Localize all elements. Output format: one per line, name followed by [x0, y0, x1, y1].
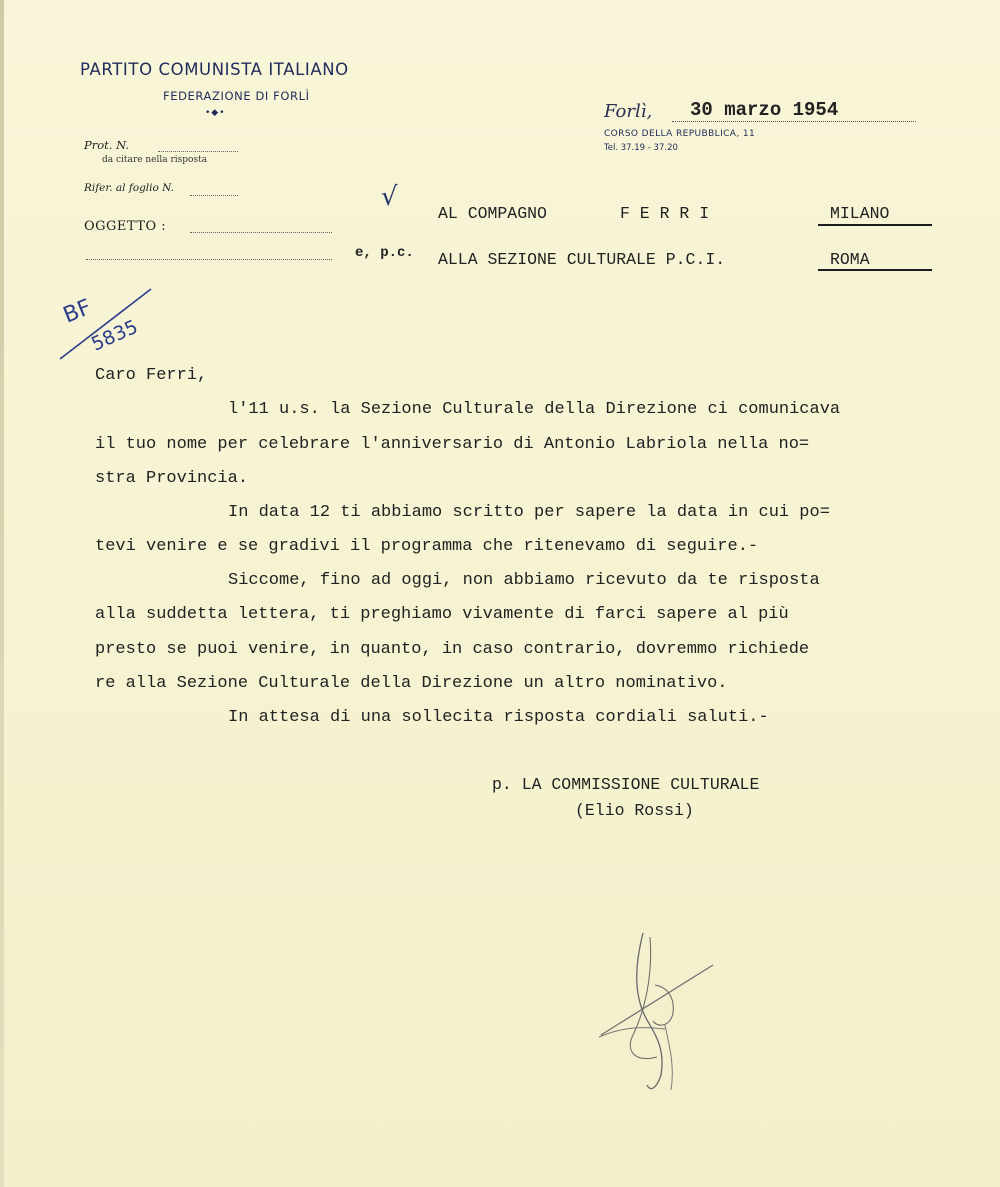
recipient-label: AL COMPAGNO [438, 204, 547, 223]
prot-label: Prot. N. [84, 138, 130, 152]
body-line-5: tevi venire e se gradivi il programma che ritenevamo di seguire.- [95, 537, 759, 556]
letter-date: 30 marzo 1954 [690, 99, 839, 121]
party-name: PARTITO COMUNISTA ITALIANO [80, 60, 349, 79]
cc-city-underline [818, 269, 932, 271]
check-mark: √ [381, 182, 398, 212]
rifer-dotted-line [190, 195, 238, 196]
archive-code-annotation [55, 285, 165, 365]
prot-dotted-line [158, 151, 238, 152]
signature-name: (Elio Rossi) [575, 801, 694, 820]
cc-recipient: ALLA SEZIONE CULTURALE P.C.I. [438, 250, 726, 269]
recipient-name: F E R R I [620, 204, 710, 223]
body-line-10: In attesa di una sollecita risposta cordiali saluti.- [228, 708, 769, 727]
recipient-city: MILANO [830, 204, 890, 223]
handwritten-signature [595, 925, 725, 1095]
oggetto-dotted-line-2 [86, 259, 332, 260]
archive-code-1: BF [59, 294, 95, 329]
body-line-6: Siccome, fino ad oggi, non abbiamo ricevuto da te risposta [228, 571, 820, 590]
letterhead-phone: Tel. 37.19 - 37.20 [604, 143, 678, 153]
federation-name: FEDERAZIONE DI FORLÌ [163, 89, 310, 103]
recipient-city-underline [818, 224, 932, 226]
signature-committee: p. LA COMMISSIONE CULTURALE [492, 775, 760, 794]
place-label: Forlì, [604, 101, 653, 122]
archive-code-2: 5835 [88, 315, 142, 356]
body-line-9: re alla Sezione Culturale della Direzione un altro nominativo. [95, 674, 728, 693]
prot-note: da citare nella risposta [102, 155, 208, 165]
body-line-8: presto se puoi venire, in quanto, in caso contrario, dovremmo richiede [95, 640, 810, 659]
letterhead-ornament: •◆• [205, 108, 226, 118]
body-line-2: il tuo nome per celebrare l'anniversario di Antonio Labriola nella no= [95, 435, 810, 454]
rifer-label: Rifer. al foglio N. [84, 182, 175, 194]
letterhead-address: CORSO DELLA REPUBBLICA, 11 [604, 129, 756, 139]
date-line [672, 121, 916, 122]
oggetto-label: OGGETTO : [84, 219, 167, 234]
cc-city: ROMA [830, 250, 870, 269]
salutation: Caro Ferri, [95, 366, 208, 385]
cc-prefix: e, p.c. [355, 245, 414, 261]
body-line-4: In data 12 ti abbiamo scritto per sapere la data in cui po= [228, 503, 830, 522]
body-line-3: stra Provincia. [95, 469, 249, 488]
oggetto-dotted-line-1 [190, 232, 332, 233]
body-line-1: l'11 u.s. la Sezione Culturale della Direzione ci comunicava [228, 400, 841, 419]
body-line-7: alla suddetta lettera, ti preghiamo vivamente di farci sapere al più [95, 605, 789, 624]
